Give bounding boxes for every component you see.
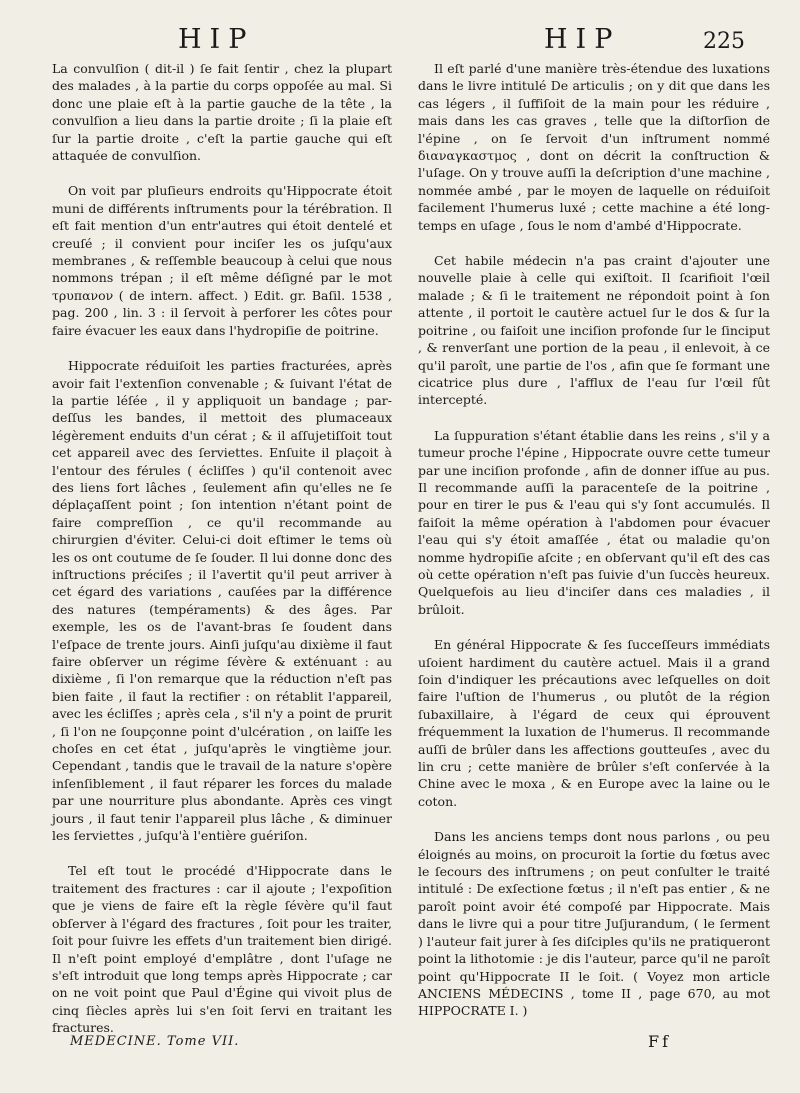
left-paragraph-2: On voit par pluſieurs endroits qu'Hippocrate étoit muni de différents inſtruments pour la térébration. Il eſt fait mention d'un entr'autres qui étoit dentelé et creuſé ; il convient pour inciſer les os juſqu'aux membranes , & reſſemble beaucoup à celui que nous nommons trépan ; il eſt même déſigné par le mot τρυπανον ( de intern. affect. ) Edit. gr. Baſil. 1538 , pag. 200 , lin. 3 : il ſervoit à perforer les côtes pour faire évacuer les eaux dans l'hydropiſie de poitrine. <box>52 183 392 338</box>
left-paragraph-3: Hippocrate réduiſoit les parties fracturées, après avoir fait l'extenſion convenable ; & ſuivant l'état de la partie léſée , il y appliquoit un bandage ; par-deſſus les bandes, il mettoit des plumaceaux légèrement enduits d'un cérat ; & il aſſujetiſſoit tout cet appareil avec des ſerviettes. Enſuite il plaçoit à l'entour des férules ( écliſſes ) qu'il contenoit avec des liens fort lâches , ſeulement afin qu'elles ne ſe déplaçaſſent point ; ſon intention n'étant point de faire compreſſion , ce qu'il recommande au chirurgien d'éviter. Celui-ci doit eſtimer le tems où les os ont coutume de ſe ſouder. Il lui donne donc des inſtructions préciſes ; il l'avertit qu'il peut arriver à cet égard des variations , cauſées par la différence des natures (tempéraments) & des âges. Par exemple, les os de l'avant-bras ſe ſoudent dans l'eſpace de trente jours. Ainſi juſqu'au dixième il faut faire obſerver un régime ſévère & exténuant : au dixième , ſi l'on remarque que la réduction n'eſt pas bien faite , il faut la rectifier : on rétablit l'appareil, avec les écliſſes ; après cela , s'il n'y a point de prurit , ſi l'on ne ſoupçonne point d'ulcération , on laiſſe les choſes en cet état , juſqu'après le vingtième jour. Cependant , tandis que le travail de la nature s'opère inſenſiblement , il faut réparer les forces du malade par une nourriture plus abondante. Après ces vingt jours , il faut tenir l'appareil plus lâche , & diminuer les ſerviettes , juſqu'à l'entière guériſon. <box>52 358 392 844</box>
running-header <box>0 24 800 58</box>
left-paragraph-4: Tel eſt tout le procédé d'Hippocrate dans le traitement des fractures : car il ajoute ; l'expoſition que je viens de faire eſt la règle ſévère qu'il faut obſerver à l'égard des fractures , ſoit pour les traiter, ſoit pour ſuivre les effets d'un traitement bien dirigé. Il n'eſt point employé d'emplâtre , dont l'uſage ne s'eſt introduit que long temps après Hippocrate ; car on ne voit point que Paul d'Égine qui vivoit plus de cinq ſiècles après lui s'en ſoit ſervi en traitant les fractures. <box>52 863 392 1036</box>
left-column <box>52 60 392 1055</box>
right-paragraph-4: En général Hippocrate & ſes ſucceſſeurs immédiats uſoient hardiment du cautère actuel. Mais il a grand ſoin d'indiquer les précautions avec leſquelles on doit faire l'uſtion de l'humerus , ou plutôt de la région ſubaxillaire, à l'égard de ceux qui éprouvent fréquemment la luxation de l'humerus. Il recommande auſſi de brûler dans les affections goutteuſes , avec du lin cru ; cette manière de brûler s'eſt conſervée à la Chine avec le moxa , & en Europe avec la laine ou le coton. <box>418 637 770 809</box>
right-paragraph-1: Il eſt parlé d'une manière très-étendue des luxations dans le livre intitulé De articulis ; on y dit que dans les cas légers , il ſuffiſoit de la main pour les réduire , mais dans les cas graves , telle que la diſtorſion de l'épine , on ſe ſervoit d'un inſtrument nommé διαναγκαστμος , dont on décrit la conſtruction & l'uſage. On y trouve auſſi la deſcription d'une machine , nommée ambé , par le moyen de laquelle on réduiſoit facilement l'humerus luxé ; cette machine a été long-temps en uſage , ſous le nom d'ambé d'Hippocrate. <box>418 61 770 233</box>
running-title-left: HIP <box>178 24 255 55</box>
footer-signature: Ff <box>648 1032 672 1051</box>
footer-volume: MEDECINE. Tome VII. <box>70 1034 240 1049</box>
page-number: 225 <box>703 29 745 54</box>
right-paragraph-2: Cet habile médecin n'a pas craint d'ajouter une nouvelle plaie à celle qui exiſtoit. Il ſcarifioit l'œil malade ; & ſi le traitement ne répondoit point à ſon attente , il portoit le cautère actuel ſur le dos & ſur la poitrine , ou faiſoit une inciſion profonde ſur le ſinciput , & renverſant une portion de la peau , il enlevoit, à ce qu'il paroît, une partie de l'os , afin que ſe formant une cicatrice plus dure , l'afflux de l'eau ſur l'œil fût intercepté. <box>418 253 770 408</box>
right-paragraph-5: Dans les anciens temps dont nous parlons , ou peu éloignés au moins, on procuroit la ſortie du fœtus avec le ſecours des inſtrumens ; on peut conſulter le traité intitulé : De exſectione fœtus ; il n'eſt pas entier , & ne paroît point avoir été compoſé par Hippocrate. Mais dans le livre qui a pour titre Juſjurandum, ( le ſerment ) l'auteur fait jurer à ſes diſciples qu'ils ne pratiqueront point la lithotomie : je dis l'auteur, parce qu'il ne paroît point qu'Hippocrate II le ſoit. ( Voyez mon article ANCIENS MÉDECINS , tome II , page 670, au mot HIPPOCRATE I. ) <box>418 829 770 1019</box>
left-paragraph-1: La convulſion ( dit-il ) ſe fait ſentir , chez la plupart des malades , à la partie du corps oppoſée au mal. Si donc une plaie eſt à la partie gauche de la tête , la convulſion a lieu dans la partie droite ; ſi la plaie eſt ſur la partie droite , c'eſt la partie gauche qui eſt attaquée de convulſion. <box>52 61 392 164</box>
right-paragraph-3: La ſuppuration s'étant établie dans les reins , s'il y a tumeur proche l'épine , Hippocrate ouvre cette tumeur par une inciſion profonde , afin de donner iſſue au pus. Il recommande auſſi la paracenteſe de la poitrine , pour en tirer le pus & l'eau qui s'y ſont accumulés. Il faiſoit la même opération à l'abdomen pour évacuer l'eau qui s'y étoit amaſſée , état ou maladie qu'on nomme hydropiſie aſcite ; en obſervant qu'il eſt des cas où cette opération n'eſt pas ſuivie d'un ſuccès heureux. Quelquefois au lieu d'inciſer dans ces maladies , il brûloit. <box>418 427 770 617</box>
right-column <box>418 60 770 1038</box>
running-title-right: HIP <box>544 24 621 55</box>
